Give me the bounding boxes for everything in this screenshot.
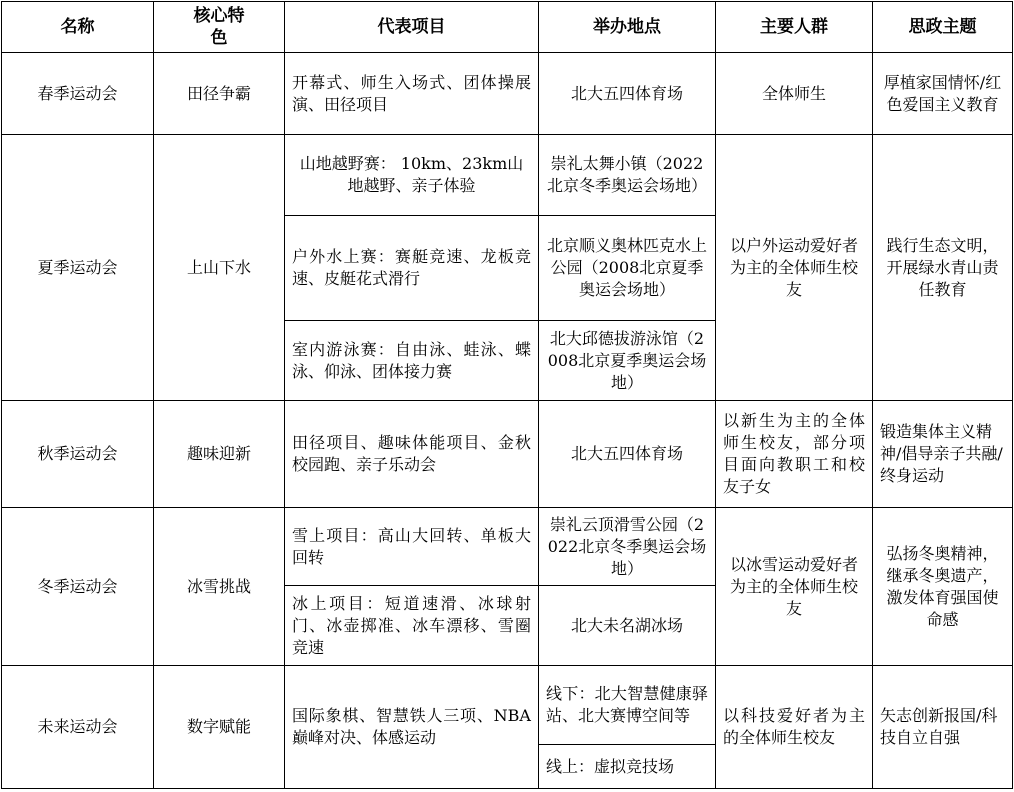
row-feature: 田径争霸 bbox=[154, 53, 285, 135]
table-row-summer bbox=[2, 135, 1013, 216]
row-audience: 以冰雪运动爱好者为主的全体师生校友 bbox=[716, 508, 873, 666]
row-name: 春季运动会 bbox=[2, 53, 154, 135]
row-audience: 以新生为主的全体师生校友，部分项目面向教职工和校友子女 bbox=[716, 401, 873, 508]
header-feature: 核心特色 bbox=[154, 2, 285, 53]
table-row-winter bbox=[2, 508, 1013, 586]
sports-meet-table bbox=[1, 1, 1013, 789]
row-feature: 冰雪挑战 bbox=[154, 508, 285, 666]
row-theme: 矢志创新报国/科技自立自强 bbox=[873, 666, 1013, 789]
row-project: 山地越野赛： 10km、23km山地越野、亲子体验 bbox=[285, 135, 539, 216]
row-venue: 线下：北大智慧健康驿站、北大赛博空间等 bbox=[539, 666, 716, 745]
row-audience: 以户外运动爱好者为主的全体师生校友 bbox=[716, 135, 873, 401]
row-theme: 锻造集体主义精神/倡导亲子共融/终身运动 bbox=[873, 401, 1013, 508]
table-row-autumn bbox=[2, 401, 1013, 508]
row-project: 雪上项目：高山大回转、单板大回转 bbox=[285, 508, 539, 586]
row-theme: 弘扬冬奥精神，继承冬奥遗产，激发体育强国使命感 bbox=[873, 508, 1013, 666]
row-project: 户外水上赛：赛艇竞速、龙板竞速、皮艇花式滑行 bbox=[285, 216, 539, 321]
row-name: 冬季运动会 bbox=[2, 508, 154, 666]
row-venue: 线上：虚拟竞技场 bbox=[539, 745, 716, 789]
row-venue: 北大五四体育场 bbox=[539, 53, 716, 135]
row-venue: 北大邱德拔游泳馆（2008北京夏季奥运会场地） bbox=[539, 321, 716, 401]
row-project: 室内游泳赛：自由泳、蛙泳、蝶泳、仰泳、团体接力赛 bbox=[285, 321, 539, 401]
row-venue: 北大五四体育场 bbox=[539, 401, 716, 508]
row-name: 秋季运动会 bbox=[2, 401, 154, 508]
row-project: 国际象棋、智慧铁人三项、NBA巅峰对决、体感运动 bbox=[285, 666, 539, 789]
row-audience: 全体师生 bbox=[716, 53, 873, 135]
header-row bbox=[2, 2, 1013, 53]
header-venue: 举办地点 bbox=[539, 2, 716, 53]
row-venue: 崇礼太舞小镇（2022北京冬季奥运会场地） bbox=[539, 135, 716, 216]
row-project: 冰上项目：短道速滑、冰球射门、冰壶掷准、冰车漂移、雪圈竞速 bbox=[285, 586, 539, 666]
row-audience: 以科技爱好者为主的全体师生校友 bbox=[716, 666, 873, 789]
row-project: 田径项目、趣味体能项目、金秋校园跑、亲子乐动会 bbox=[285, 401, 539, 508]
row-venue: 北京顺义奥林匹克水上公园（2008北京夏季奥运会场地） bbox=[539, 216, 716, 321]
row-feature: 趣味迎新 bbox=[154, 401, 285, 508]
row-venue: 崇礼云顶滑雪公园（2022北京冬季奥运会场地） bbox=[539, 508, 716, 586]
header-projects: 代表项目 bbox=[285, 2, 539, 53]
row-name: 未来运动会 bbox=[2, 666, 154, 789]
row-feature: 数字赋能 bbox=[154, 666, 285, 789]
row-theme: 厚植家国情怀/红色爱国主义教育 bbox=[873, 53, 1013, 135]
table-row-future bbox=[2, 666, 1013, 745]
row-venue: 北大未名湖冰场 bbox=[539, 586, 716, 666]
row-project: 开幕式、师生入场式、团体操展演、田径项目 bbox=[285, 53, 539, 135]
row-theme: 践行生态文明，开展绿水青山责任教育 bbox=[873, 135, 1013, 401]
row-name: 夏季运动会 bbox=[2, 135, 154, 401]
row-feature: 上山下水 bbox=[154, 135, 285, 401]
header-theme: 思政主题 bbox=[873, 2, 1013, 53]
header-name: 名称 bbox=[2, 2, 154, 53]
header-audience: 主要人群 bbox=[716, 2, 873, 53]
table-row-spring bbox=[2, 53, 1013, 135]
